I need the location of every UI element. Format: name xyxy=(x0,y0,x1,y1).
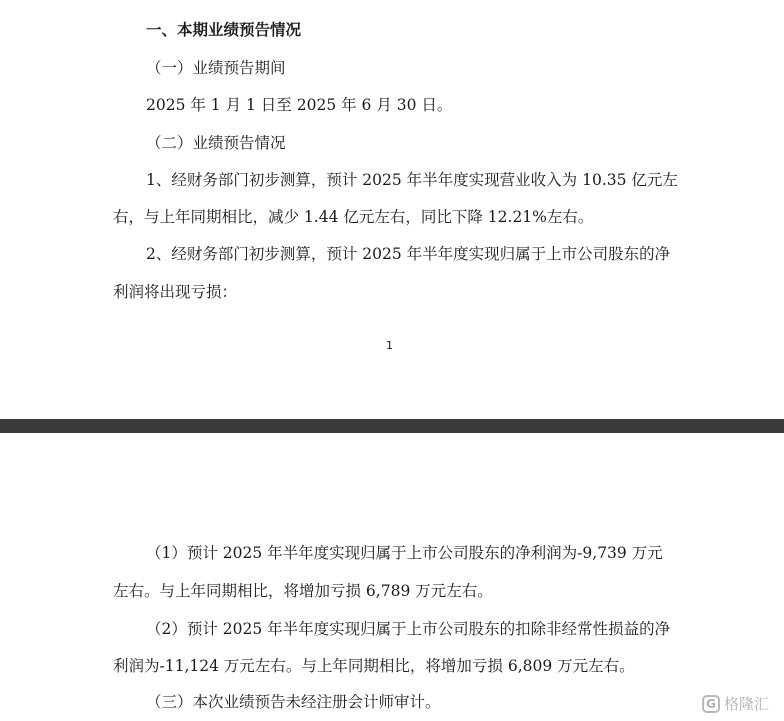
watermark xyxy=(702,693,769,714)
item-1-line-2: 右，与上年同期相比，减少 1.44 亿元左右，同比下降 12.21%左右。 xyxy=(113,208,594,226)
item-2-line-2: 利润将出现亏损： xyxy=(113,283,238,301)
paragraph-1-line-2: 左右。与上年同期相比，将增加亏损 6,789 万元左右。 xyxy=(113,582,493,600)
section-heading: 一、本期业绩预告情况 xyxy=(146,21,302,39)
subsection-forecast-period: （一）业绩预告期间 xyxy=(146,59,286,77)
item-2-line-1: 2、经财务部门初步测算，预计 2025 年半年度实现归属于上市公司股东的净 xyxy=(146,245,671,263)
paragraph-1-line-1: （1）预计 2025 年半年度实现归属于上市公司股东的净利润为-9,739 万元 xyxy=(146,544,663,562)
subsection-forecast-status: （二）业绩预告情况 xyxy=(146,134,286,152)
document-page-2 xyxy=(0,433,784,721)
subsection-audit-note: （三）本次业绩预告未经注册会计师审计。 xyxy=(146,693,441,711)
paragraph-2-line-2: 利润为-11,124 万元左右。与上年同期相比，将增加亏损 6,809 万元左右。 xyxy=(113,657,635,675)
forecast-period-text: 2025 年 1 月 1 日至 2025 年 6 月 30 日。 xyxy=(146,96,453,114)
watermark-text: 格隆汇 xyxy=(724,695,770,713)
page-number: 1 xyxy=(386,339,393,352)
gelonghui-logo-icon: G xyxy=(702,695,720,713)
paragraph-2-line-1: （2）预计 2025 年半年度实现归属于上市公司股东的扣除非经常性损益的净 xyxy=(146,620,671,638)
item-1-line-1: 1、经财务部门初步测算，预计 2025 年半年度实现营业收入为 10.35 亿元左 xyxy=(146,171,678,189)
page-separator xyxy=(0,419,784,433)
